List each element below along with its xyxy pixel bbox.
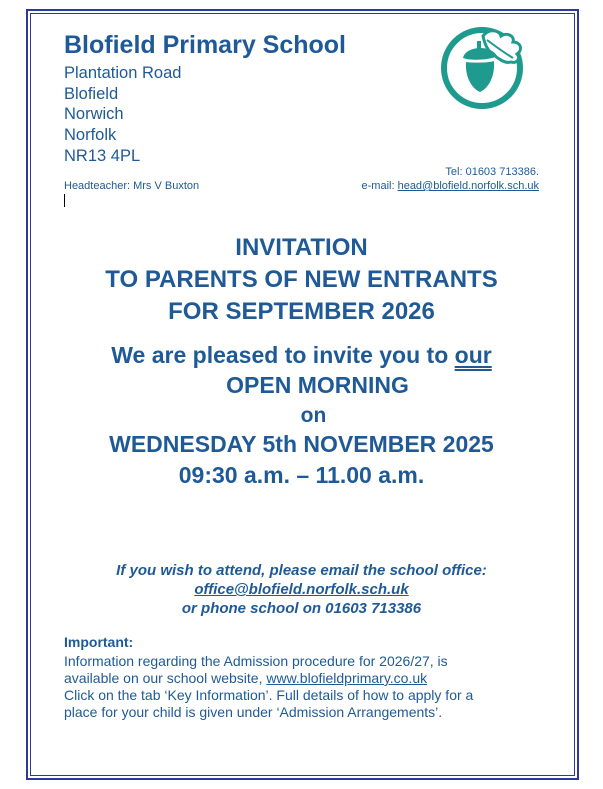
- invite-text-our: our: [454, 342, 492, 368]
- address-line: Blofield: [64, 85, 119, 103]
- important-info: Click on the tab ‘Key Information’. Full details of how to apply for a: [64, 687, 474, 703]
- event-name: OPEN MORNING: [226, 372, 409, 398]
- important-heading: Important:: [64, 634, 134, 650]
- email-line: [362, 180, 539, 192]
- invite-text: [0, 342, 603, 369]
- acorn-logo-icon: [431, 24, 531, 114]
- contact-instruction: If you wish to attend, please email the school office:: [116, 562, 487, 579]
- event-on: on: [300, 404, 327, 427]
- address-line: Norwich: [64, 105, 124, 123]
- headteacher: Headteacher: Mrs V Buxton: [64, 180, 200, 192]
- address-line: NR13 4PL: [64, 147, 141, 165]
- important-info: [64, 670, 427, 687]
- invitation-subtitle: FOR SEPTEMBER 2026: [168, 298, 435, 325]
- invitation-title: INVITATION: [235, 234, 368, 261]
- address-line: Norfolk: [64, 126, 117, 144]
- school-name: Blofield Primary School: [64, 31, 347, 59]
- important-info: Information regarding the Admission procedure for 2026/27, is: [64, 653, 448, 669]
- event-time: 09:30 a.m. – 11.00 a.m.: [178, 462, 425, 488]
- office-email-link[interactable]: office@blofield.norfolk.sch.uk: [194, 581, 409, 598]
- contact-phone: or phone school on 01603 713386: [181, 600, 422, 617]
- address-line: Plantation Road: [64, 64, 182, 82]
- invite-text-main: We are pleased to invite you to: [111, 342, 455, 368]
- website-link[interactable]: www.blofieldprimary.co.uk: [266, 670, 428, 686]
- event-date: WEDNESDAY 5th NOVEMBER 2025: [109, 431, 494, 457]
- head-email-link[interactable]: head@blofield.norfolk.sch.uk: [397, 180, 539, 192]
- email-label: e-mail:: [361, 180, 398, 192]
- important-info: place for your child is given under ‘Admission Arrangements’.: [64, 704, 443, 720]
- telephone: Tel: 01603 713386.: [445, 166, 539, 178]
- invitation-subtitle: TO PARENTS OF NEW ENTRANTS: [105, 266, 498, 293]
- website-prefix: available on our school website,: [64, 670, 267, 686]
- text-cursor: [64, 194, 65, 207]
